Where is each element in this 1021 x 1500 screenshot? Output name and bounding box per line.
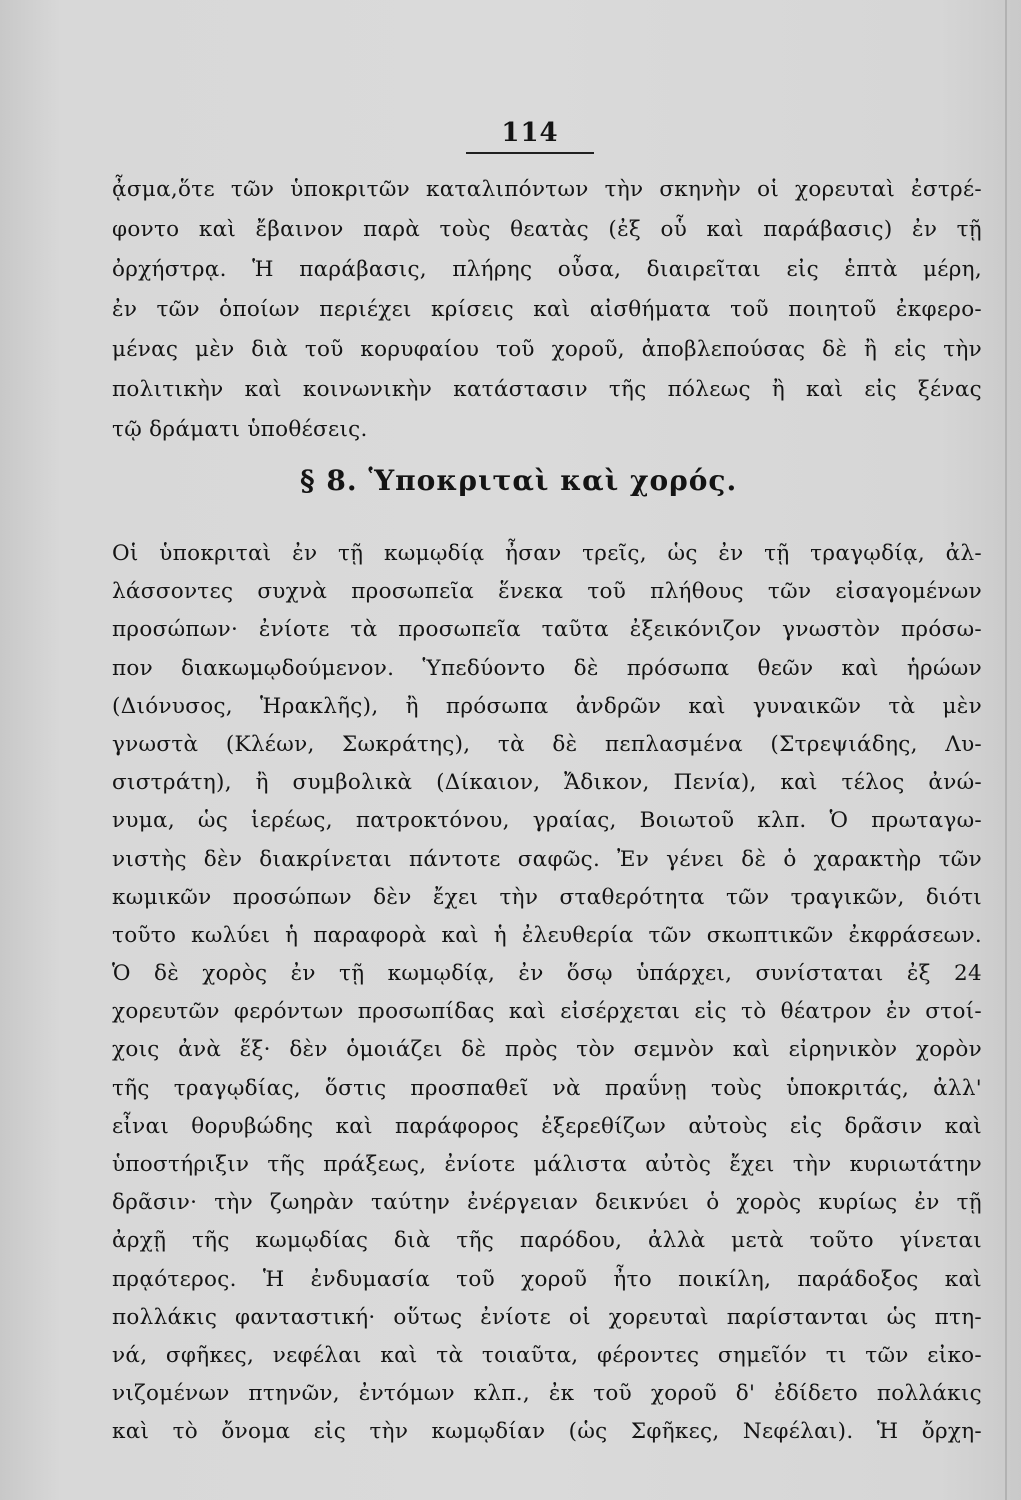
intro-paragraph [112, 170, 982, 450]
body-paragraphs [112, 535, 982, 1452]
text-line: δρᾶσιν· τὴν ζωηρὰν ταύτην ἐνέργειαν δεικνύει ὁ χορὸς κυρίως ἐν τῇ [112, 1190, 982, 1216]
text-line: προσώπων· ἐνίοτε τὰ προσωπεῖα ταῦτα ἐξεικόνιζον γνωστὸν πρόσω- [112, 617, 982, 643]
page-number: 114 [501, 118, 559, 148]
text-line: μένας μὲν διὰ τοῦ κορυφαίου τοῦ χοροῦ, ἀποβλεπούσας δὲ ἢ εἰς τὴν [112, 337, 982, 362]
header-rule [466, 152, 594, 154]
text-line: καὶ τὸ ὄνομα εἰς τὴν κωμῳδίαν (ὡς Σφῆκες, Νεφέλαι). Ἡ ὄρχη- [112, 1419, 982, 1445]
text-line: τοῦτο κωλύει ἡ παραφορὰ καὶ ἡ ἐλευθερία τῶν σκωπτικῶν ἐκφράσεων. [112, 922, 982, 948]
text-line: Οἱ ὑποκριταὶ ἐν τῇ κωμῳδίᾳ ἦσαν τρεῖς, ὡς ἐν τῇ τραγῳδίᾳ, ἀλ- [112, 541, 982, 566]
text-line: πολλάκις φανταστική· οὕτως ἐνίοτε οἱ χορευταὶ παρίστανται ὡς πτη- [112, 1304, 982, 1330]
text-line: πρᾳότερος. Ἡ ἐνδυμασία τοῦ χοροῦ ἦτο ποικίλη, παράδοξος καὶ [112, 1266, 982, 1292]
text-line: ᾆσμα,ὅτε τῶν ὑποκριτῶν καταλιπόντων τὴν σκηνὴν οἱ χορευταὶ ἐστρέ- [112, 177, 982, 202]
text-line: σιστράτη), ἢ συμβολικὰ (Δίκαιον, Ἄδικον, Πενία), καὶ τέλος ἀνώ- [112, 770, 982, 796]
text-line: χορευτῶν φερόντων προσωπίδας καὶ εἰσέρχεται εἰς τὸ θέατρον ἐν στοί- [112, 999, 982, 1025]
text-line: νυμα, ὡς ἱερέως, πατροκτόνου, γραίας, Βοιωτοῦ κλπ. Ὁ πρωταγω- [112, 808, 982, 834]
text-line: πον διακωμῳδούμενον. Ὑπεδύοντο δὲ πρόσωπα θεῶν καὶ ἡρώων [112, 655, 982, 681]
text-line: γνωστὰ (Κλέων, Σωκράτης), τὰ δὲ πεπλασμένα (Στρεψιάδης, Λυ- [112, 731, 982, 757]
text-line: (Διόνυσος, Ἡρακλῆς), ἢ πρόσωπα ἀνδρῶν καὶ γυναικῶν τὰ μὲν [112, 693, 982, 719]
page-edge [1005, 0, 1007, 1500]
text-line: κωμικῶν προσώπων δὲν ἔχει τὴν σταθερότητα τῶν τραγικῶν, διότι [112, 884, 982, 910]
text-line: ὀρχήστρᾳ. Ἡ παράβασις, πλήρης οὖσα, διαιρεῖται εἰς ἑπτὰ μέρη, [112, 257, 982, 282]
text-line: Ὁ δὲ χορὸς ἐν τῇ κωμῳδίᾳ, ἐν ὅσῳ ὑπάρχει, συνίσταται ἐξ 24 [112, 961, 982, 987]
text-line: λάσσοντες συχνὰ προσωπεῖα ἕνεκα τοῦ πλήθους τῶν εἰσαγομένων [112, 579, 982, 605]
text-line: νά, σφῆκες, νεφέλαι καὶ τὰ τοιαῦτα, φέροντες σημεῖόν τι τῶν εἰκο- [112, 1342, 982, 1368]
text-line: νιζομένων πτηνῶν, ἐντόμων κλπ., ἐκ τοῦ χοροῦ δ' ἐδίδετο πολλάκις [112, 1381, 982, 1407]
text-line: χοις ἀνὰ ἕξ· δὲν ὁμοιάζει δὲ πρὸς τὸν σεμνὸν καὶ εἰρηνικὸν χορὸν [112, 1037, 982, 1063]
text-line: τῷ δράματι ὑποθέσεις. [112, 417, 368, 442]
text-line: πολιτικὴν καὶ κοινωνικὴν κατάστασιν τῆς πόλεως ἢ καὶ εἰς ξένας [112, 377, 982, 402]
section-heading: § 8. Ὑποκριταὶ καὶ χορός. [300, 464, 738, 497]
text-line: ἐν τῶν ὁποίων περιέχει κρίσεις καὶ αἰσθήματα τοῦ ποιητοῦ ἐκφερο- [112, 297, 982, 322]
text-line: νιστὴς δὲν διακρίνεται πάντοτε σαφῶς. Ἐν γένει δὲ ὁ χαρακτὴρ τῶν [112, 846, 982, 872]
text-line: τῆς τραγῳδίας, ὅστις προσπαθεῖ νὰ πραΰνῃ τοὺς ὑποκριτάς, ἀλλ' [112, 1075, 982, 1101]
text-line: φοντο καὶ ἔβαινον παρὰ τοὺς θεατὰς (ἐξ οὗ καὶ παράβασις) ἐν τῇ [112, 217, 982, 242]
text-line: ὑποστήριξιν τῆς πράξεως, ἐνίοτε μάλιστα αὐτὸς ἔχει τὴν κυριωτάτην [112, 1152, 982, 1177]
text-line: εἶναι θορυβώδης καὶ παράφορος ἐξερεθίζων αὐτοὺς εἰς δρᾶσιν καὶ [112, 1113, 982, 1139]
text-line: ἀρχῇ τῆς κωμῳδίας διὰ τῆς παρόδου, ἀλλὰ μετὰ τοῦτο γίνεται [112, 1228, 982, 1254]
